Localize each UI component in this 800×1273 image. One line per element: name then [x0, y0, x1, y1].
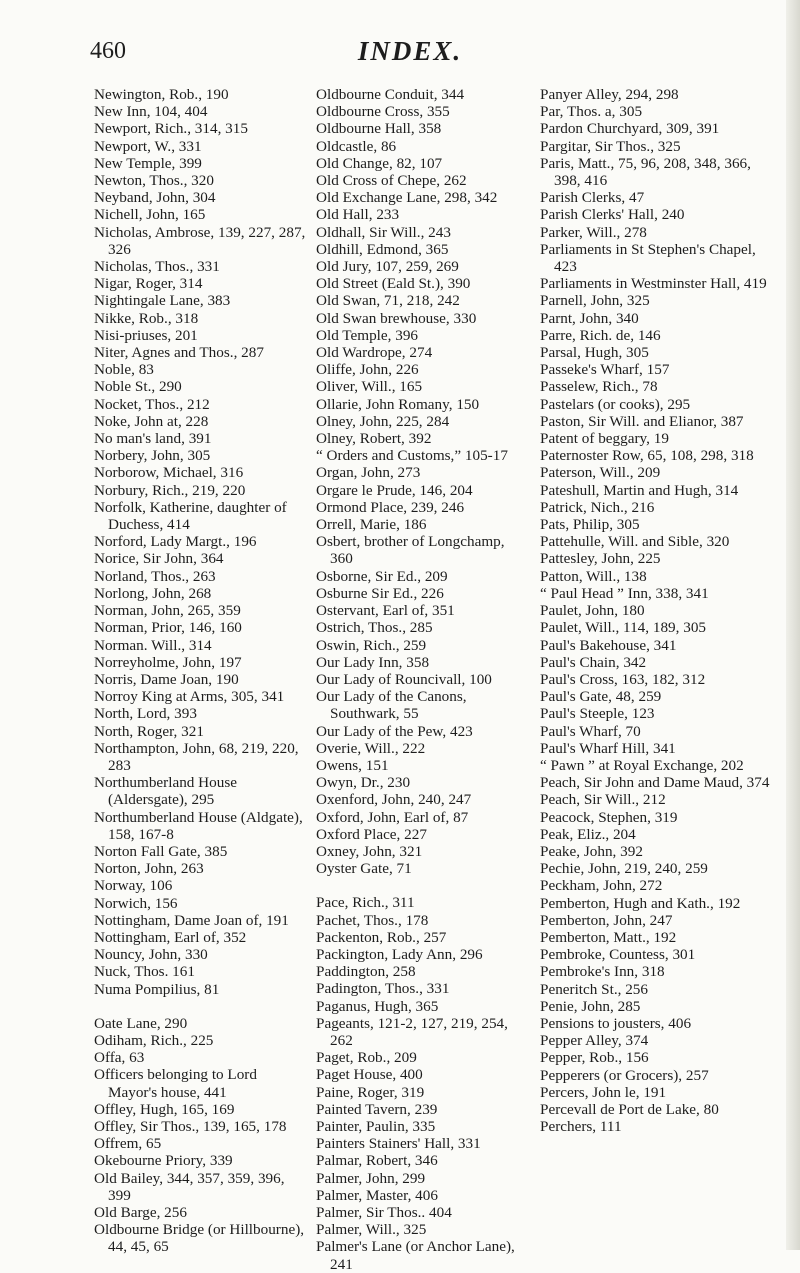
index-entry: Patent of beggary, 19: [540, 430, 669, 448]
index-entry: Pardon Churchyard, 309, 391: [540, 120, 720, 138]
index-entry: Norton, John, 263: [94, 860, 204, 878]
index-entry: Old Swan, 71, 218, 242: [316, 292, 460, 310]
index-entry: Pemberton, Matt., 192: [540, 928, 677, 946]
index-entry: Pastelars (or cooks), 295: [540, 395, 691, 413]
index-entry: “ Orders and Customs,” 105-17: [316, 447, 508, 465]
index-entry: Noble St., 290: [94, 378, 182, 396]
index-entry: Pepper Alley, 374: [540, 1032, 649, 1050]
index-column-1: [94, 86, 306, 1256]
index-column-3: [540, 86, 770, 1135]
index-entry: Oldhall, Sir Will., 243: [316, 223, 451, 241]
index-entry: Percevall de Port de Lake, 80: [540, 1100, 719, 1118]
index-entry: Pembroke, Countess, 301: [540, 946, 696, 964]
index-entry: Nigar, Roger, 314: [94, 275, 203, 293]
index-entry: Orgare le Prude, 146, 204: [316, 481, 473, 499]
index-entry: Oyster Gate, 71: [316, 860, 412, 878]
index-entry: Norice, Sir John, 364: [94, 550, 224, 568]
index-entry: Norborow, Michael, 316: [94, 464, 244, 482]
index-entry: Oliver, Will., 165: [316, 378, 423, 396]
index-entry: Pattehulle, Will. and Sible, 320: [540, 533, 730, 551]
index-entry: Norroy King at Arms, 305, 341: [94, 688, 285, 706]
index-entry: Norfolk, Katherine, daughter of Duchess, 414: [94, 498, 287, 534]
index-entry: Pace, Rich., 311: [316, 894, 415, 912]
index-entry: Norway, 106: [94, 877, 173, 895]
index-entry: Newport, W., 331: [94, 137, 202, 155]
index-entry: Oate Lane, 290: [94, 1014, 188, 1032]
index-entry: Par, Thos. a, 305: [540, 103, 643, 121]
index-entry: Nichell, John, 165: [94, 206, 206, 224]
index-entry: Paul's Chain, 342: [540, 653, 647, 671]
index-entry: Oldhill, Edmond, 365: [316, 240, 449, 258]
page-title: INDEX.: [357, 36, 463, 66]
index-entry: Nicholas, Thos., 331: [94, 258, 220, 276]
index-entry: Pachet, Thos., 178: [316, 911, 429, 929]
index-entry: Old Change, 82, 107: [316, 154, 443, 172]
index-entry: Old Exchange Lane, 298, 342: [316, 189, 498, 207]
index-entry: Officers belonging to Lord Mayor's house, 441: [94, 1066, 257, 1101]
index-entry: Oliffe, John, 226: [316, 361, 419, 379]
index-entry: Paul's Steeple, 123: [540, 705, 655, 723]
index-entry: Parsal, Hugh, 305: [540, 344, 649, 362]
index-entry: Passelew, Rich., 78: [540, 378, 658, 396]
index-entry: Newington, Rob., 190: [94, 86, 229, 103]
index-entry: Parliaments in St Stephen's Chapel, 423: [540, 240, 756, 276]
index-entry: Pechie, John, 219, 240, 259: [540, 860, 708, 878]
index-entry: Nocket, Thos., 212: [94, 395, 210, 413]
index-entry: Odiham, Rich., 225: [94, 1031, 214, 1049]
index-entry: Nikke, Rob., 318: [94, 309, 199, 327]
index-entry: Orrell, Marie, 186: [316, 516, 427, 534]
index-entry: Osbert, brother of Longchamp, 360: [316, 533, 505, 568]
index-entry: New Temple, 399: [94, 154, 202, 172]
index-entry: Parish Clerks' Hall, 240: [540, 206, 685, 224]
index-entry: Paget House, 400: [316, 1066, 423, 1084]
index-entry: Our Lady Inn, 358: [316, 653, 430, 671]
index-entry: Palmer, Master, 406: [316, 1186, 438, 1204]
index-entry: North, Lord, 393: [94, 705, 197, 723]
index-entry: Numa Pompilius, 81: [94, 980, 220, 998]
index-entry: Paul's Bakehouse, 341: [540, 636, 677, 654]
index-entry: Old Cross of Chepe, 262: [316, 172, 467, 190]
index-entry: Nisi-priuses, 201: [94, 326, 198, 344]
index-entry: Northumberland House (Aldgate), 158, 167-8: [94, 808, 303, 843]
index-entry: Parliaments in Westminster Hall, 419: [540, 275, 767, 293]
index-entry: Oxenford, John, 240, 247: [316, 791, 472, 809]
index-entry: Peacock, Stephen, 319: [540, 808, 678, 826]
index-entry: Nottingham, Earl of, 352: [94, 928, 247, 946]
index-entry: No man's land, 391: [94, 430, 212, 448]
index-entry: Paul's Cross, 163, 182, 312: [540, 670, 706, 688]
index-entry: Padington, Thos., 331: [316, 980, 450, 998]
index-entry: Painters Stainers' Hall, 331: [316, 1135, 481, 1153]
index-entry: Pemberton, Hugh and Kath., 192: [540, 894, 741, 912]
index-columns: [94, 86, 784, 1273]
index-entry: Our Lady of the Pew, 423: [316, 722, 473, 740]
index-entry: Newton, Thos., 320: [94, 172, 214, 190]
index-entry: Oldbourne Cross, 355: [316, 103, 450, 121]
index-entry: Paget, Rob., 209: [316, 1049, 417, 1067]
index-entry: Peach, Sir John and Dame Maud, 374: [540, 774, 770, 792]
index-entry: Paterson, Will., 209: [540, 464, 661, 482]
index-entry: “ Paul Head ” Inn, 338, 341: [540, 584, 709, 602]
index-entry: Paul's Gate, 48, 259: [540, 688, 662, 706]
index-entry: Norman, Prior, 146, 160: [94, 619, 242, 637]
index-entry: Olney, John, 225, 284: [316, 412, 450, 430]
index-entry: Offa, 63: [94, 1049, 145, 1067]
index-entry: Nottingham, Dame Joan of, 191: [94, 911, 289, 929]
index-entry: Ostrich, Thos., 285: [316, 619, 433, 637]
index-entry: Old Barge, 256: [94, 1204, 187, 1221]
index-entry: Oldbourne Hall, 358: [316, 120, 442, 138]
index-entry: Palmar, Robert, 346: [316, 1152, 438, 1170]
index-entry: Oswin, Rich., 259: [316, 636, 427, 654]
index-entry: Noble, 83: [94, 361, 154, 379]
index-entry: Paternoster Row, 65, 108, 298, 318: [540, 447, 754, 465]
index-entry: Offrem, 65: [94, 1135, 162, 1153]
index-entry: Perchers, 111: [540, 1118, 622, 1136]
index-entry: Pensions to jousters, 406: [540, 1014, 692, 1032]
index-entry: Norris, Dame Joan, 190: [94, 670, 239, 688]
index-entry: Parker, Will., 278: [540, 223, 647, 241]
index-entry: Pemberton, John, 247: [540, 911, 673, 929]
index-entry: Paulet, John, 180: [540, 602, 645, 620]
index-entry: Pateshull, Martin and Hugh, 314: [540, 481, 739, 499]
index-entry: Peckham, John, 272: [540, 877, 663, 895]
page-number: 460: [90, 38, 126, 64]
index-entry: Overie, Will., 222: [316, 739, 426, 757]
index-entry: Norlong, John, 268: [94, 584, 212, 602]
index-entry: Osburne Sir Ed., 226: [316, 584, 444, 602]
index-entry: Passeke's Wharf, 157: [540, 361, 670, 379]
index-entry: Oxford, John, Earl of, 87: [316, 808, 469, 826]
index-entry: Paris, Matt., 75, 96, 208, 348, 366, 398, 416: [540, 154, 751, 190]
index-entry: Oldbourne Bridge (or Hillbourne), 44, 45, 65: [94, 1221, 305, 1256]
index-entry: Painter, Paulin, 335: [316, 1117, 436, 1135]
index-entry: Palmer, John, 299: [316, 1169, 426, 1187]
index-entry: Oxney, John, 321: [316, 842, 423, 860]
index-entry: Palmer, Will., 325: [316, 1221, 427, 1239]
index-entry: Olney, Robert, 392: [316, 430, 432, 448]
index-entry: Packington, Lady Ann, 296: [316, 945, 483, 963]
index-entry: Ormond Place, 239, 246: [316, 498, 465, 516]
index-entry: Panyer Alley, 294, 298: [540, 86, 679, 103]
index-entry: Palmer, Sir Thos.. 404: [316, 1204, 452, 1221]
index-entry: Old Hall, 233: [316, 206, 400, 224]
index-entry: Peak, Eliz., 204: [540, 825, 636, 843]
index-entry: Oldbourne Conduit, 344: [316, 86, 465, 103]
index-entry: Norton Fall Gate, 385: [94, 842, 228, 860]
index-entry: Old Swan brewhouse, 330: [316, 309, 477, 327]
index-entry: Percers, John le, 191: [540, 1083, 667, 1101]
index-entry: Patrick, Nich., 216: [540, 498, 655, 516]
index-entry: Nicholas, Ambrose, 139, 227, 287, 326: [94, 223, 306, 258]
index-entry: Our Lady of Rouncivall, 100: [316, 670, 492, 688]
index-entry: Neyband, John, 304: [94, 189, 216, 207]
index-entry: Owyn, Dr., 230: [316, 774, 411, 792]
index-entry: “ Pawn ” at Royal Exchange, 202: [540, 756, 744, 774]
index-entry: Our Lady of the Canons, Southwark, 55: [316, 688, 467, 723]
index-entry: Norreyholme, John, 197: [94, 653, 242, 671]
index-entry: Parish Clerks, 47: [540, 189, 645, 207]
index-entry: Parnt, John, 340: [540, 309, 639, 327]
index-entry: Offley, Hugh, 165, 169: [94, 1100, 235, 1118]
index-entry: Paston, Sir Will. and Elianor, 387: [540, 412, 744, 430]
index-entry: Peneritch St., 256: [540, 980, 648, 998]
index-entry: Owens, 151: [316, 756, 389, 774]
index-entry: Palmer's Lane (or Anchor Lane), 241: [316, 1238, 515, 1273]
index-entry: Paddington, 258: [316, 963, 416, 981]
index-entry: Peake, John, 392: [540, 842, 643, 860]
index-entry: Nuck, Thos. 161: [94, 963, 195, 981]
index-entry: Okebourne Priory, 339: [94, 1152, 233, 1170]
index-entry: Ollarie, John Romany, 150: [316, 395, 480, 413]
index-entry: Old Wardrope, 274: [316, 344, 433, 362]
index-column-2: [316, 86, 528, 1273]
page-edge-shadow: [786, 0, 800, 1250]
index-entry: Old Street (Eald St.), 390: [316, 275, 471, 293]
index-entry: Norland, Thos., 263: [94, 567, 216, 585]
index-entry: Pargitar, Sir Thos., 325: [540, 137, 681, 155]
index-entry: Ostervant, Earl of, 351: [316, 602, 455, 620]
index-entry: Osborne, Sir Ed., 209: [316, 567, 448, 585]
index-entry: Oxford Place, 227: [316, 825, 427, 843]
index-entry: Offley, Sir Thos., 139, 165, 178: [94, 1117, 287, 1135]
index-entry: Parnell, John, 325: [540, 292, 650, 310]
index-entry: Peach, Sir Will., 212: [540, 791, 666, 809]
index-entry: Paul's Wharf Hill, 341: [540, 739, 676, 757]
index-entry: Paine, Roger, 319: [316, 1083, 425, 1101]
index-entry: Pepperers (or Grocers), 257: [540, 1066, 709, 1084]
index-entry: Pepper, Rob., 156: [540, 1049, 649, 1067]
index-entry: Norman. Will., 314: [94, 636, 212, 654]
index-entry: Packenton, Rob., 257: [316, 928, 447, 946]
index-entry: Nightingale Lane, 383: [94, 292, 231, 310]
index-entry: Niter, Agnes and Thos., 287: [94, 344, 264, 362]
index-entry: Pats, Philip, 305: [540, 516, 640, 534]
index-entry: Northampton, John, 68, 219, 220, 283: [94, 739, 299, 774]
index-entry: Painted Tavern, 239: [316, 1100, 438, 1118]
index-entry: Nouncy, John, 330: [94, 946, 208, 964]
index-entry: Patton, Will., 138: [540, 567, 647, 585]
index-entry: Norbury, Rich., 219, 220: [94, 481, 246, 499]
index-entry: Paul's Wharf, 70: [540, 722, 641, 740]
index-entry: Pembroke's Inn, 318: [540, 963, 665, 981]
index-entry: Paganus, Hugh, 365: [316, 997, 439, 1015]
index-entry: Pattesley, John, 225: [540, 550, 661, 568]
index-entry: Penie, John, 285: [540, 997, 641, 1015]
index-entry: Noke, John at, 228: [94, 412, 209, 430]
index-entry: Norford, Lady Margt., 196: [94, 533, 257, 551]
index-entry: Paulet, Will., 114, 189, 305: [540, 619, 707, 637]
index-entry: Old Temple, 396: [316, 326, 419, 344]
index-entry: Organ, John, 273: [316, 464, 421, 482]
index-entry: Pageants, 121-2, 127, 219, 254, 262: [316, 1014, 508, 1049]
index-entry: North, Roger, 321: [94, 722, 204, 740]
index-entry: Northumberland House (Aldersgate), 295: [94, 774, 237, 809]
index-entry: Old Bailey, 344, 357, 359, 396, 399: [94, 1169, 285, 1204]
index-entry: Newport, Rich., 314, 315: [94, 120, 248, 138]
page-header: [90, 36, 730, 76]
index-entry: New Inn, 104, 404: [94, 103, 208, 121]
index-entry: Parre, Rich. de, 146: [540, 326, 661, 344]
index-entry: Norbery, John, 305: [94, 447, 211, 465]
index-entry: Oldcastle, 86: [316, 137, 397, 155]
index-entry: Old Jury, 107, 259, 269: [316, 258, 459, 276]
index-entry: Norman, John, 265, 359: [94, 602, 241, 620]
index-entry: Norwich, 156: [94, 894, 178, 912]
